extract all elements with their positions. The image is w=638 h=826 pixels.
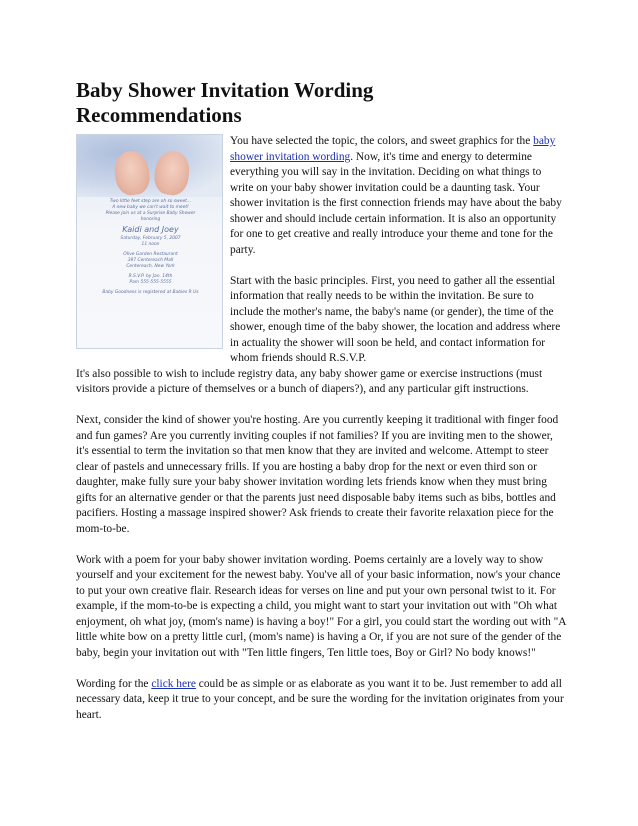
- paragraph-1: You have selected the topic, the colors, and sweet graphics for the baby shower invitation wording. Now, it's time and energy to determine everything you will say in the invitation. Deciding on what things to write on your baby shower invitation could be a daunting task. Your shower invitation is the first connection friends may have about the baby shower and should include certain information. It is also an opportunity for one to get creative and really introduce your theme and tone for the party.: [230, 135, 562, 256]
- paragraph-3: Next, consider the kind of shower you're hosting. Are you currently keeping it traditional with finger food and fun games? Are you currently inviting couples if not families? If you are inviting men to the shower, it's essential to term the invitation so that men know that they are invited and welcome. Attempt to steer clear of pastels and unnecessary frills. If you are hosting a baby drop for the next or even third son or daughter, make fully sure your baby shower invitation wording lets friends know when they must bring gifts for an alternative gender or that the parents just need disposable baby items such as bibs, bottles and pacifiers. Hosting a massage inspired shower? Ask friends to create their favorite relaxation piece for the mom-to-be.: [76, 414, 559, 535]
- card-time: 11 noon: [141, 242, 160, 247]
- side-text: [230, 134, 566, 367]
- paragraph-4: Work with a poem for your baby shower invitation wording. Poems certainly are a lovely way to show yourself and your excitement for the newest baby. You've all of your basic information, now's your chance to put your own creative flair. Research ideas for verses on line and put your own personal twist to it. For example, if the mom-to-be is expecting a child, you might want to start your invitation out with "Oh what enjoyment, oh what joy, (mom's name) is having a boy!" For a girl, you could start the wording out with "A little white bow on a pretty little curl, (mom's name) is having a Or, if you are not sure of the gender of the baby, begin your invitation out with "Ten little fingers, Ten little toes, Boy or Girl? No body knows!": [76, 553, 566, 659]
- click-here-link[interactable]: click here: [151, 677, 196, 690]
- card-names: Kaidi and Joey: [122, 225, 179, 234]
- baby-shower-invitation-wording-link[interactable]: baby shower invitation wording: [230, 135, 556, 163]
- card-line-3: Please join us at a Surprise Baby Shower: [105, 211, 196, 216]
- card-date: Saturday, February 5, 2007: [120, 236, 181, 241]
- card-footer: Baby Goodness is registered at Babies R Us: [102, 290, 199, 295]
- paragraph-5: Wording for the click here could be as simple or as elaborate as you want it to be. Just remember to add all necessary data, keep it true to your concept, and be sure the wording for the invitation originates from your heart.: [76, 677, 564, 721]
- card-line-4: honoring: [140, 217, 161, 222]
- title-line-2: Recommendations: [76, 103, 242, 127]
- card-rsvp-1: R.S.V.P. by Jan. 14th: [128, 274, 173, 279]
- card-venue-1: Olive Garden Restaurant: [123, 252, 178, 257]
- card-rsvp-2: Pam 555-555-5555: [129, 280, 172, 285]
- card-venue-2: 387 Centereach Mall: [127, 258, 174, 263]
- card-venue-3: Centereach, New York: [126, 264, 175, 269]
- title-line-1: Baby Shower Invitation Wording: [76, 78, 374, 102]
- page-title: [76, 78, 566, 128]
- intro-section: [76, 134, 566, 367]
- paragraph-2-side: Start with the basic principles. First, you need to gather all the essential information that really needs to be within the invitation. Be sure to include the mother's name, the baby's name (or gender), the time of the shower, enough time of the baby shower, the location and address where in actuality the shower will soon be held, and contact information for whom friends should R.S.V.P.: [230, 274, 561, 364]
- baby-feet-invitation-image: [76, 134, 223, 349]
- card-line-1: Two little feet step are oh so sweet...: [109, 199, 192, 204]
- blanket-graphic: [77, 135, 223, 197]
- card-line-2: A new baby we can't wait to meet!: [112, 205, 189, 210]
- paragraph-2-continued: It's also possible to wish to include registry data, any baby shower game or exercise instructions (must visitors provide a picture of themselves or a bunch of diapers?), and any particular gift instructions.: [76, 367, 543, 395]
- document-page: [76, 78, 566, 723]
- invitation-card-text: [77, 199, 223, 296]
